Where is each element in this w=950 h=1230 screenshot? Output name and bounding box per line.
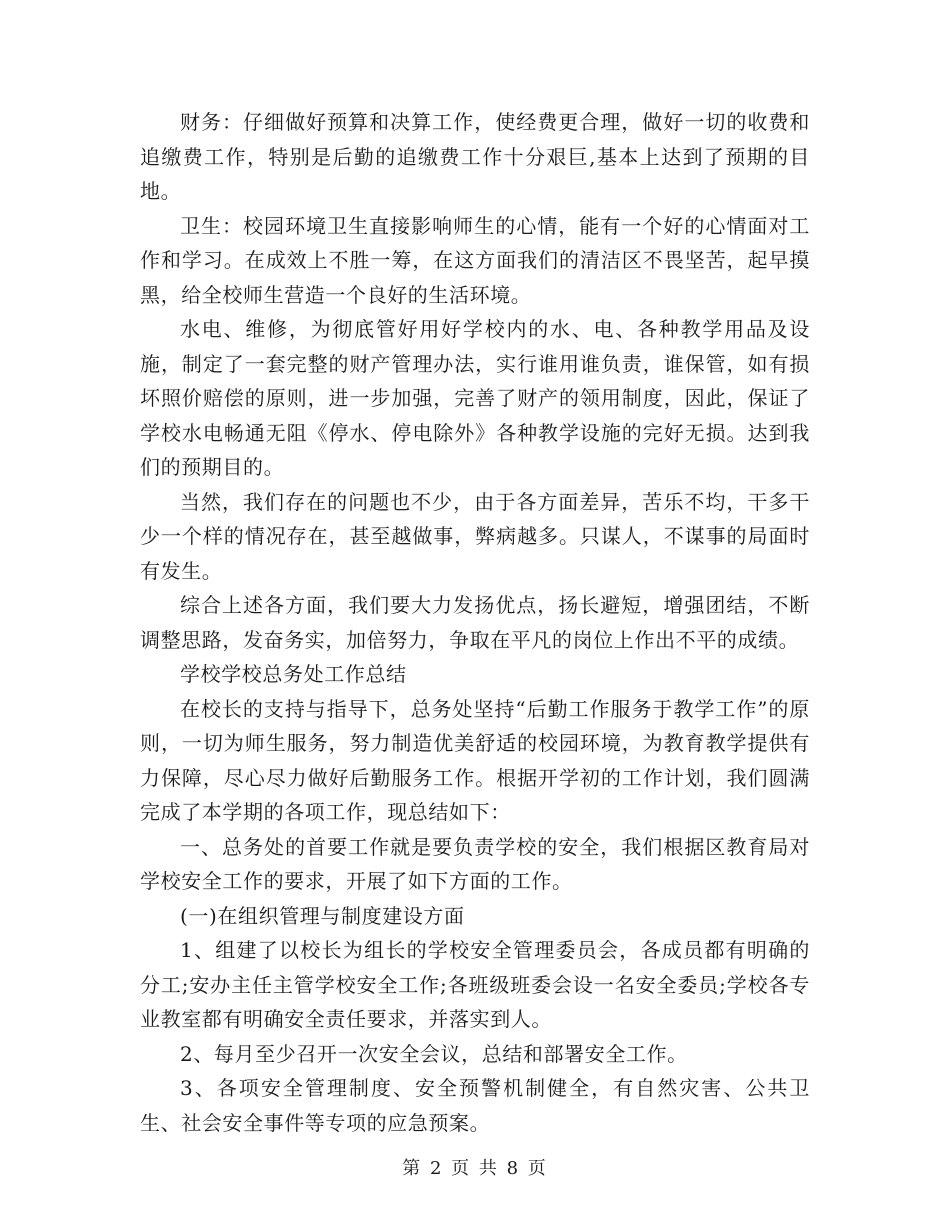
paragraph-utilities-maintenance: 水电、维修，为彻底管好用好学校内的水、电、各种教学用品及设施，制定了一套完整的财产管理办法，实行谁用谁负责，谁保管，如有损坏照价赔偿的原则，进一步加强，完善了财产的领用制度，因此，保证了学校水电畅通无阻《停水、停电除外》各种教学设施的完好无损。达到我们的预期目的。 — [140, 317, 810, 479]
paragraph-conclusion: 综合上述各方面，我们要大力发扬优点，扬长避短，增强团结，不断调整思路，发奋务实，加倍努力，争取在平凡的岗位上作出不平的成绩。 — [140, 593, 810, 652]
paragraph-finance: 财务：仔细做好预算和决算工作，使经费更合理，做好一切的收费和追缴费工作，特别是后勤的追缴费工作十分艰巨,基本上达到了预期的目地。 — [140, 110, 810, 203]
page-number-footer: 第 2 页 共 8 页 — [402, 1158, 548, 1179]
paragraph-problems: 当然，我们存在的问题也不少，由于各方面差异，苦乐不均，干多干少一个样的情况存在，甚至越做事，弊病越多。只谋人，不谋事的局面时有发生。 — [140, 489, 810, 583]
paragraph-hygiene: 卫生：校园环境卫生直接影响师生的心情，能有一个好的心情面对工作和学习。在成效上不胜一筹，在这方面我们的清洁区不畏坚苦，起早摸黑，给全校师生营造一个良好的生活环境。 — [140, 213, 810, 307]
list-item: 3、各项安全管理制度、安全预警机制健全，有自然灾害、公共卫生、社会安全事件等专项的应急预案。 — [140, 1076, 810, 1135]
list-item: 1、组建了以校长为组长的学校安全管理委员会，各成员都有明确的分工;安办主任主管学校安全工作;各班级班委会设一名安全委员;学校各专业教室都有明确安全责任要求，并落实到人。 — [140, 938, 810, 1031]
list-item: 2、每月至少召开一次安全会议，总结和部署安全工作。 — [180, 1041, 688, 1066]
subsection-heading: (一)在组织管理与制度建设方面 — [180, 903, 465, 928]
section-heading: 学校学校总务处工作总结 — [180, 662, 407, 686]
paragraph-intro: 在校长的支持与指导下，总务处坚持“后勤工作服务于教学工作”的原则，一切为师生服务，努力制造优美舒适的校园环境，为教育教学提供有力保障，尽心尽力做好后勤服务工作。根据开学初的工作计划，我们圆满完成了本学期的各项工作，现总结如下： — [140, 696, 810, 824]
paragraph-safety: 一、总务处的首要工作就是要负责学校的安全，我们根据区教育局对学校安全工作的要求，开展了如下方面的工作。 — [140, 834, 810, 893]
document-body — [140, 105, 810, 1140]
